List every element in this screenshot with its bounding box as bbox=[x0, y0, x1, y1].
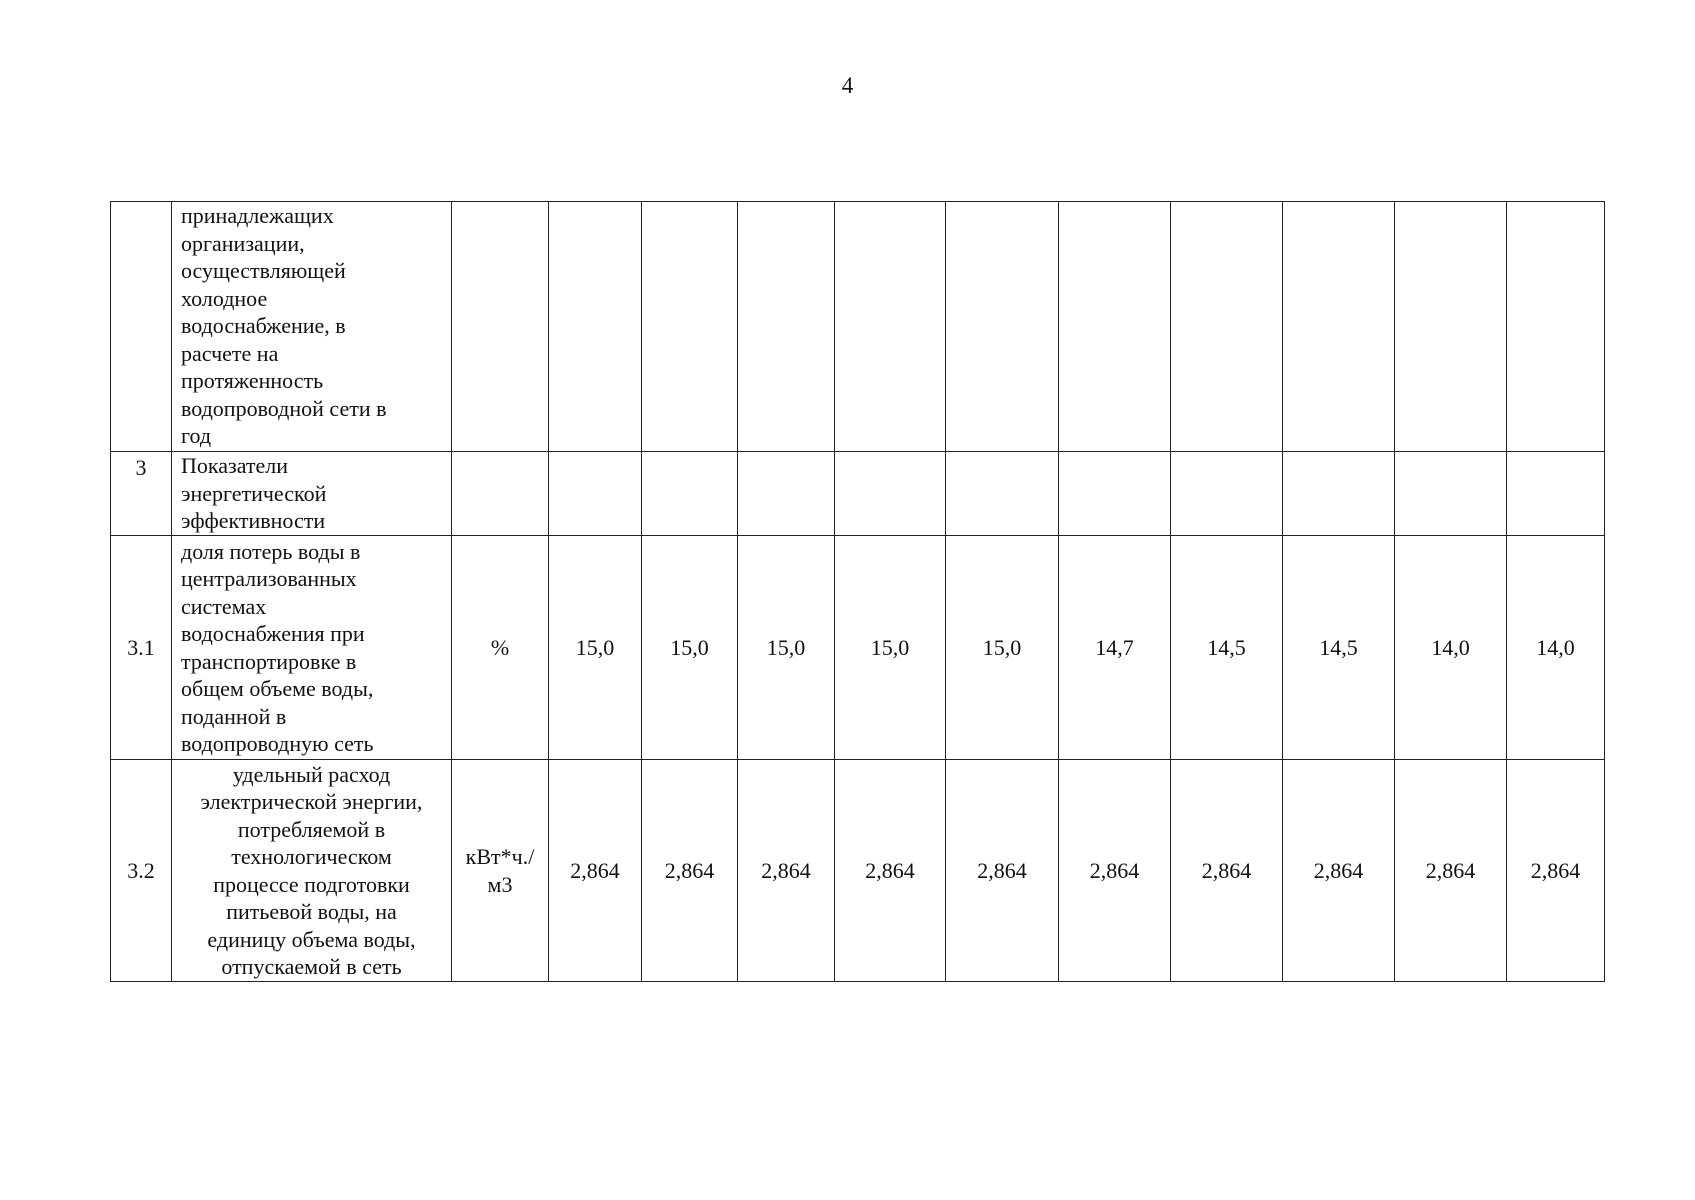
value-cell: 14,0 bbox=[1507, 536, 1605, 760]
value-cell: 15,0 bbox=[642, 536, 738, 760]
value-cell: 14,0 bbox=[1395, 536, 1507, 760]
value-cell bbox=[549, 452, 642, 536]
value-cell: 2,864 bbox=[1395, 760, 1507, 982]
unit-cell: % bbox=[452, 536, 549, 760]
row-number-cell: 3.1 bbox=[111, 536, 172, 760]
value-cell bbox=[642, 452, 738, 536]
value-cell: 15,0 bbox=[738, 536, 835, 760]
page-number: 4 bbox=[841, 73, 854, 98]
value-cell bbox=[1395, 452, 1507, 536]
value-cell: 2,864 bbox=[642, 760, 738, 982]
table-row bbox=[111, 202, 1605, 452]
indicator-description-cell: принадлежащих организации, осуществляющей холодное водоснабжение, в расчете на протяженность водопроводной сети в год bbox=[172, 202, 452, 452]
value-cell: 15,0 bbox=[835, 536, 946, 760]
value-cell bbox=[1507, 202, 1605, 452]
value-cell: 2,864 bbox=[1283, 760, 1395, 982]
value-cell bbox=[738, 452, 835, 536]
value-cell: 14,5 bbox=[1171, 536, 1283, 760]
value-cell bbox=[1171, 452, 1283, 536]
value-cell: 2,864 bbox=[1059, 760, 1171, 982]
value-cell: 2,864 bbox=[1507, 760, 1605, 982]
value-cell: 15,0 bbox=[549, 536, 642, 760]
row-number-cell: 3.2 bbox=[111, 760, 172, 982]
value-cell bbox=[1507, 452, 1605, 536]
value-cell bbox=[1395, 202, 1507, 452]
table-row bbox=[111, 536, 1605, 760]
value-cell bbox=[835, 452, 946, 536]
table-row bbox=[111, 760, 1605, 982]
unit-cell: кВт*ч./ м3 bbox=[452, 760, 549, 982]
value-cell bbox=[1171, 202, 1283, 452]
value-cell bbox=[642, 202, 738, 452]
value-cell bbox=[1283, 452, 1395, 536]
value-cell: 2,864 bbox=[1171, 760, 1283, 982]
value-cell: 2,864 bbox=[738, 760, 835, 982]
value-cell bbox=[1059, 202, 1171, 452]
value-cell: 15,0 bbox=[946, 536, 1059, 760]
table-row bbox=[111, 452, 1605, 536]
value-cell: 14,5 bbox=[1283, 536, 1395, 760]
value-cell bbox=[946, 452, 1059, 536]
row-number-cell bbox=[111, 202, 172, 452]
value-cell bbox=[1059, 452, 1171, 536]
unit-cell bbox=[452, 452, 549, 536]
value-cell bbox=[835, 202, 946, 452]
value-cell bbox=[549, 202, 642, 452]
value-cell: 14,7 bbox=[1059, 536, 1171, 760]
indicator-description-cell: Показатели энергетической эффективности bbox=[172, 452, 452, 536]
value-cell: 2,864 bbox=[946, 760, 1059, 982]
indicators-table bbox=[110, 201, 1605, 982]
unit-cell bbox=[452, 202, 549, 452]
value-cell bbox=[1283, 202, 1395, 452]
row-number-cell: 3 bbox=[111, 452, 172, 536]
value-cell bbox=[738, 202, 835, 452]
indicator-description-cell: доля потерь воды в централизованных системах водоснабжения при транспортировке в общем объеме воды, поданной в водопроводную сеть bbox=[172, 536, 452, 760]
value-cell: 2,864 bbox=[549, 760, 642, 982]
value-cell: 2,864 bbox=[835, 760, 946, 982]
value-cell bbox=[946, 202, 1059, 452]
indicator-description-cell: удельный расход электрической энергии, потребляемой в технологическом процессе подготовки питьевой воды, на единицу объема воды, отпускаемой в сеть bbox=[172, 760, 452, 982]
